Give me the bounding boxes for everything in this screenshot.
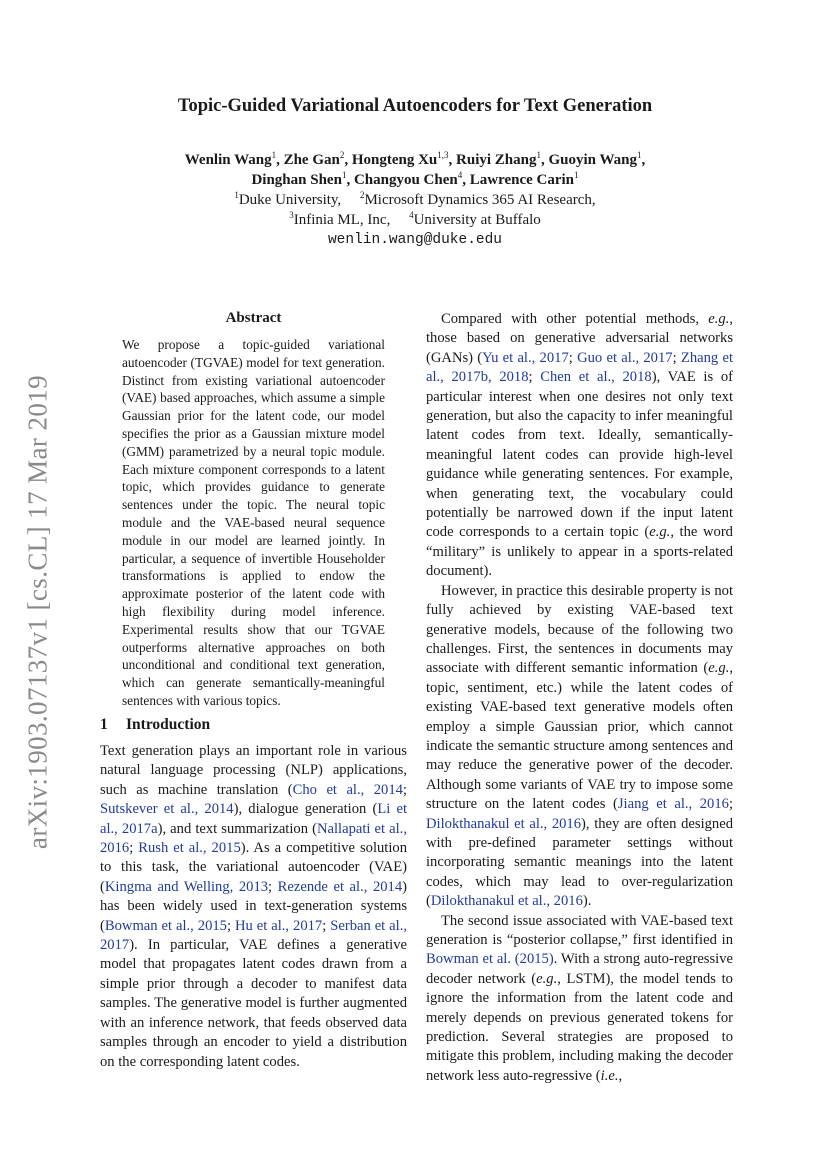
author-affiliation-mark: 4 xyxy=(457,170,463,180)
citation-link[interactable]: Jiang et al., 2016 xyxy=(617,796,729,813)
text-run: ; xyxy=(528,369,541,386)
text-run: , xyxy=(618,1067,623,1084)
text-run: ), they are often designed with pre-defined parameter settings without incorporating semantic meanings into the latent codes, which may lead to over-regularization ( xyxy=(426,815,733,910)
author-email: wenlin.wang@duke.edu xyxy=(327,232,503,248)
author-name: Changyou Chen xyxy=(353,172,458,188)
italic-text: i.e. xyxy=(600,1067,619,1084)
section-title: Introduction xyxy=(126,716,211,733)
text-run: . With a strong auto-regressive decoder network ( xyxy=(426,951,733,987)
citation-link[interactable]: Bowman et al. (2015) xyxy=(426,951,554,968)
author-name: Dinghan Shen xyxy=(251,172,342,188)
section-heading xyxy=(100,716,210,734)
text-run: , the word “military” is unlikely to appear in a sports-related document). xyxy=(426,524,733,580)
author-affiliation-mark: 1 xyxy=(271,150,277,160)
author-name: Lawrence Carin xyxy=(469,172,575,188)
text-run: However, in practice this desirable property is not fully achieved by existing VAE-based text generative models, because of the following two challenges. First, the sentences in documents may associate with different semantic information ( xyxy=(426,582,733,677)
text-run: ; xyxy=(568,349,578,366)
paper-title: Topic-Guided Variational Autoencoders for Text Generation xyxy=(177,96,653,116)
abstract-text: We propose a topic-guided variational autoencoder (TGVAE) model for text generation. Distinct from existing variational autoencoder (VAE) based approaches, which assume a simple Gaussian prior for the latent code, our model specifies the prior as a Gaussian mixture model (GMM) parametrized by a neural topic module. Each mixture component corresponds to a latent topic, which provides guidance to generate sentences under the topic. The neural topic module and the VAE-based neural sequence module in our model are learned jointly. In particular, a sequence of invertible Householder transformations is applied to endow the approximate posterior of the latent code with high flexibility during model inference. Experimental results show that our TGVAE outperforms alternative approaches on both unconditional and conditional text generation, which can generate semantically-meaningful sentences with various topics. xyxy=(122,337,385,708)
text-run: ). xyxy=(582,893,592,910)
text-run: ). In particular, VAE defines a generative model that propagates latent codes drawn from a simple prior through a decoder to manifest data samples. The generative model is further augmented with an inference network, that feeds observed data samples through an encoder to yield a distribution on the corresponding latent codes. xyxy=(100,937,407,1070)
affiliation-mark: 3 xyxy=(289,210,294,220)
affiliation-mark: 1 xyxy=(234,190,239,200)
italic-text: e.g. xyxy=(708,311,730,327)
abstract-heading: Abstract xyxy=(225,310,282,326)
citation-link[interactable]: Bowman et al., 2015 xyxy=(104,917,227,934)
text-run: ), VAE is of particular interest when one desires not only text generation, but also the capacity to infer meaningful latent codes from text. Ideally, semantically-meaningful latent codes can provide high-level guidance while generating sentences. For example, when generating text, the vocabulary could potentially be narrowed down if the input latent code corresponds to a certain topic ( xyxy=(426,369,734,541)
citation-link[interactable]: Yu et al., 2017 xyxy=(482,349,569,366)
text-run: , LSTM), the model tends to ignore the information from the latent code and merely depends on previous generated tokens for prediction. Several strategies are proposed to mitigate this problem, including making the decoder network less auto-regressive ( xyxy=(426,970,733,1084)
text-run: ; xyxy=(402,781,407,798)
body-paragraph xyxy=(426,912,733,1087)
arxiv-identifier: arXiv:1903.07137v1 [cs.CL] 17 Mar 2019 xyxy=(22,374,53,850)
affiliation-mark: 2 xyxy=(359,190,365,200)
affiliation-name: Duke University, xyxy=(238,192,342,208)
citation-link[interactable]: Kingma and Welling, 2013 xyxy=(104,878,269,895)
citation-link[interactable]: Nallapati et al., 2016 xyxy=(100,820,407,857)
citation-link[interactable]: Chen et al., 2018 xyxy=(540,369,652,386)
affiliation-name: University at Buffalo xyxy=(413,212,541,228)
text-run: Compared with other potential methods, xyxy=(441,311,709,327)
citation-link[interactable]: Sutskever et al., 2014 xyxy=(100,801,234,818)
author-affiliation-mark: 2 xyxy=(339,150,345,160)
body-paragraph xyxy=(426,310,733,582)
left-column-body xyxy=(100,742,407,1072)
text-run: , those based on generative adversarial networks (GANs) ( xyxy=(426,311,733,366)
text-run: ), dialogue generation ( xyxy=(233,801,378,818)
author-block xyxy=(100,150,730,250)
citation-link[interactable]: Serban et al., 2017 xyxy=(100,917,408,954)
author-name: Hongteng Xu xyxy=(351,152,438,168)
text-run: ; xyxy=(129,840,139,857)
section-number: 1 xyxy=(100,716,108,733)
text-run: ) has been widely used in text-generation systems ( xyxy=(100,878,408,934)
citation-link[interactable]: Rezende et al., 2014 xyxy=(277,878,403,895)
citation-link[interactable]: Dilokthanakul et al., 2016 xyxy=(430,893,583,910)
affiliation-name: Microsoft Dynamics 365 AI Research, xyxy=(364,192,596,208)
text-run: , topic, sentiment, etc.) while the latent codes of existing VAE-based text generative models often employ a simple Gaussian prior, which cannot indicate the semantic structure among sentences and may reduce the generative power of the decoder. Although some variants of VAE try to impose some structure on the latent codes ( xyxy=(426,660,733,813)
text-run: ; xyxy=(322,917,331,934)
author-affiliation-mark: 1 xyxy=(637,150,642,160)
text-run: ; xyxy=(672,349,681,366)
body-paragraph xyxy=(426,582,733,912)
citation-link[interactable]: Dilokthanakul et al., 2016 xyxy=(426,815,582,832)
author-name: Wenlin Wang xyxy=(184,152,272,168)
author-affiliation-mark: 1,3 xyxy=(437,150,449,160)
text-run: Text generation plays an important role in various natural language processing (NLP) applications, such as machine translation ( xyxy=(100,743,407,798)
text-run: ; xyxy=(226,917,235,934)
text-run: ). As a competitive solution to this task, the variational autoencoder (VAE) ( xyxy=(100,840,408,895)
citation-link[interactable]: Li et al., 2017a xyxy=(100,801,407,837)
author-name: Zhe Gan xyxy=(283,152,340,168)
text-run: ), and text summarization ( xyxy=(157,820,317,837)
author-name: Guoyin Wang xyxy=(548,152,637,168)
author-affiliation-mark: 1 xyxy=(341,170,347,180)
author-affiliation-mark: 1 xyxy=(536,150,541,160)
citation-link[interactable]: Rush et al., 2015 xyxy=(138,840,241,857)
citation-link[interactable]: Hu et al., 2017 xyxy=(234,917,323,934)
author-affiliation-mark: 1 xyxy=(574,170,579,180)
italic-text: e.g. xyxy=(536,970,558,987)
citation-link[interactable]: Guo et al., 2017 xyxy=(577,349,673,366)
text-run: ; xyxy=(728,796,733,813)
affiliation-line xyxy=(100,210,730,230)
affiliation-mark: 4 xyxy=(409,210,414,220)
text-run: The second issue associated with VAE-based text generation is “posterior collapse,” first identified in xyxy=(426,912,733,948)
intro-paragraph xyxy=(100,742,407,1072)
right-column-body xyxy=(426,310,733,1086)
affiliation-line xyxy=(100,190,730,210)
author-name: Ruiyi Zhang xyxy=(456,152,537,168)
author-list: Wenlin Wang$^1$, Zhe Gan$^2$, Hongteng Xu$^{1,3}$, Ruiyi Zhang$^1$, Guoyin Wang$^1$, Dinghan Shen$^1$, Changyou Chen$^4$, Lawrence Carin$^1$ xyxy=(184,150,646,188)
citation-link[interactable]: Cho et al., 2014 xyxy=(292,781,403,798)
affiliation-name: Infinia ML, Inc, xyxy=(293,212,391,228)
italic-text: e.g. xyxy=(708,660,730,677)
citation-link[interactable]: Zhang et al., 2017b, 2018 xyxy=(426,349,733,386)
text-run: ; xyxy=(268,878,278,895)
italic-text: e.g. xyxy=(649,524,671,541)
